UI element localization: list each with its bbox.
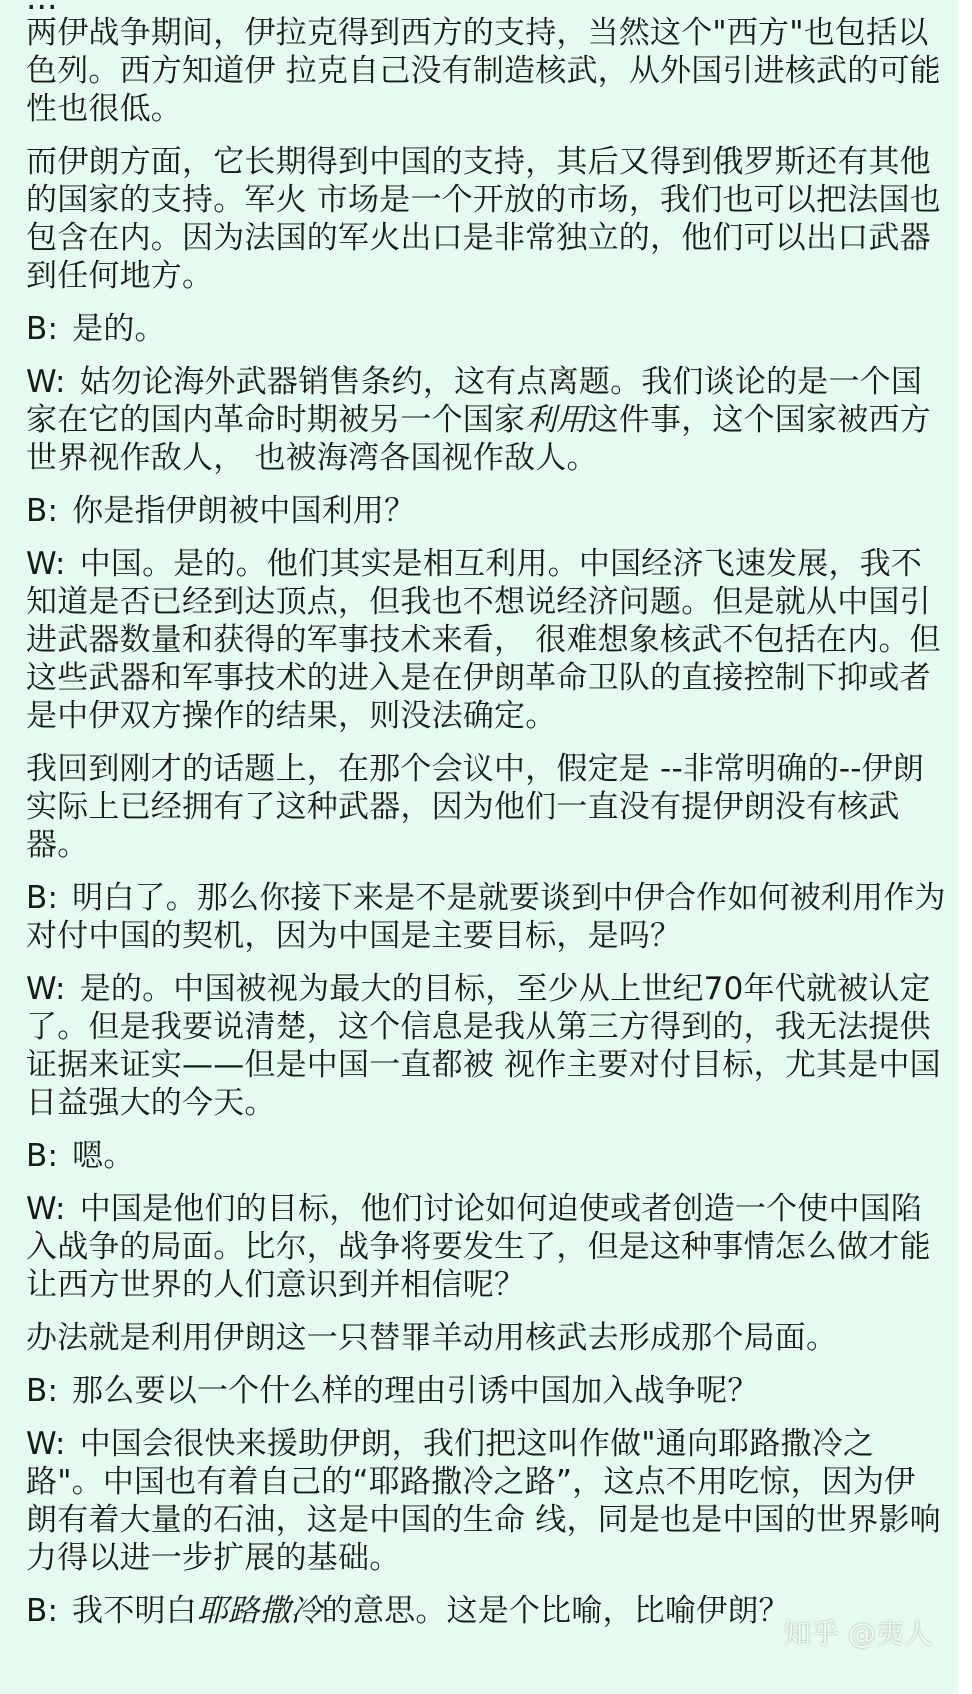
speaker-label: B:: [26, 1593, 59, 1629]
paragraph-text: 办法就是利用伊朗这一只替罪羊动用核武去形成那个局面。: [26, 1320, 838, 1356]
paragraph-text: 而伊朗方面，它长期得到中国的支持，其后又得到俄罗斯还有其他的国家的支持。军火 市场是一个开放的市场，我们也可以把法国也包含在内。因为法国的军火出口是非常独立的，他们可以出口武器到任何地方。: [26, 144, 941, 294]
transcript-paragraph: [26, 1137, 946, 1175]
speaker-label: W:: [26, 364, 66, 400]
speaker-label: W:: [26, 971, 66, 1007]
paragraph-text: 嗯。: [72, 1138, 135, 1174]
speaker-label: B:: [26, 1373, 59, 1409]
paragraph-text: 这件事，这个国家被西方世界视作敌人， 也被海湾各国视作敌人。: [26, 402, 931, 476]
speaker-label: B:: [26, 493, 59, 529]
speaker-label: B:: [26, 880, 59, 916]
speaker-label: W:: [26, 1191, 66, 1227]
transcript-paragraph: [26, 545, 946, 735]
paragraph-text: 中国是他们的目标，他们讨论如何迫使或者创造一个使中国陷入战争的局面。比尔，战争将要发生了，但是这种事情怎么做才能让西方世界的人们意识到并相信呢？: [26, 1191, 931, 1303]
transcript-paragraph: [26, 143, 946, 295]
transcript-paragraph: [26, 1319, 946, 1357]
transcript-paragraph: [26, 970, 946, 1122]
transcript-paragraph: [26, 14, 946, 128]
paragraph-text: 姑勿论海外武器销售条约，这有点离题。我们谈论的是一个国家在它的国内革命时期被另一个国家: [26, 364, 923, 438]
speaker-label: W:: [26, 546, 66, 582]
paragraph-text: 我不明白: [72, 1593, 197, 1629]
paragraph-text: 是的。: [72, 311, 166, 347]
paragraph-text: 明白了。那么你接下来是不是就要谈到中伊合作如何被利用作为对付中国的契机，因为中国是主要目标，是吗？: [26, 880, 946, 954]
transcript-paragraph: [26, 1190, 946, 1304]
transcript-paragraph: [26, 492, 946, 530]
transcript-paragraph: [26, 310, 946, 348]
paragraph-text: 中国会很快来援助伊朗，我们把这叫作做"通向耶路撒冷之路"。中国也有着自己的“耶路撒冷之路”，这点不用吃惊，因为伊朗有着大量的石油，这是中国的生命 线，同是也是中国的世界影响力得以进一步扩展的基础。: [26, 1426, 941, 1576]
zhihu-watermark: 知乎 @夷人: [783, 1617, 932, 1650]
paragraph-text: 是的。中国被视为最大的目标，至少从上世纪70年代就被认定了。但是我要说清楚，这个信息是我从第三方得到的，我无法提供证据来证实——但是中国一直都被 视作主要对付目标，尤其是中国日益强大的今天。: [26, 971, 941, 1121]
transcript-paragraph: [26, 363, 946, 477]
transcript-paragraph: [26, 879, 946, 955]
transcript-paragraph: [26, 1425, 946, 1577]
emphasized-text: 利用: [525, 402, 588, 438]
speaker-label: B:: [26, 311, 59, 347]
paragraph-text: 的意思。这是个比喻，比喻伊朗？: [321, 1593, 790, 1629]
transcript-paragraph: [26, 750, 946, 864]
paragraph-text: 中国。是的。他们其实是相互利用。中国经济飞速发展，我不知道是否已经到达顶点，但我也不想说经济问题。但是就从中国引进武器数量和获得的军事技术来看， 很难想象核武不包括在内。但这些武器和军事技术的进入是在伊朗革命卫队的直接控制下抑或者是中伊双方操作的结果，则没法确定。: [26, 546, 941, 734]
paragraph-text: 那么要以一个什么样的理由引诱中国加入战争呢？: [72, 1373, 759, 1409]
paragraph-text: 你是指伊朗被中国利用？: [72, 493, 416, 529]
emphasized-text: 耶路撒冷: [196, 1593, 322, 1629]
document-body: [26, 14, 946, 1645]
paragraph-text: 两伊战争期间，伊拉克得到西方的支持，当然这个"西方"也包括以色列。西方知道伊 拉克自己没有制造核武，从外国引进核武的可能性也很低。: [26, 15, 941, 127]
speaker-label: B:: [26, 1138, 59, 1174]
speaker-label: W:: [26, 1426, 66, 1462]
paragraph-text: 我回到刚才的话题上，在那个会议中，假定是 --非常明确的--伊朗实际上已经拥有了这种武器，因为他们一直没有提伊朗没有核武器。: [26, 751, 924, 863]
transcript-paragraph: [26, 1372, 946, 1410]
